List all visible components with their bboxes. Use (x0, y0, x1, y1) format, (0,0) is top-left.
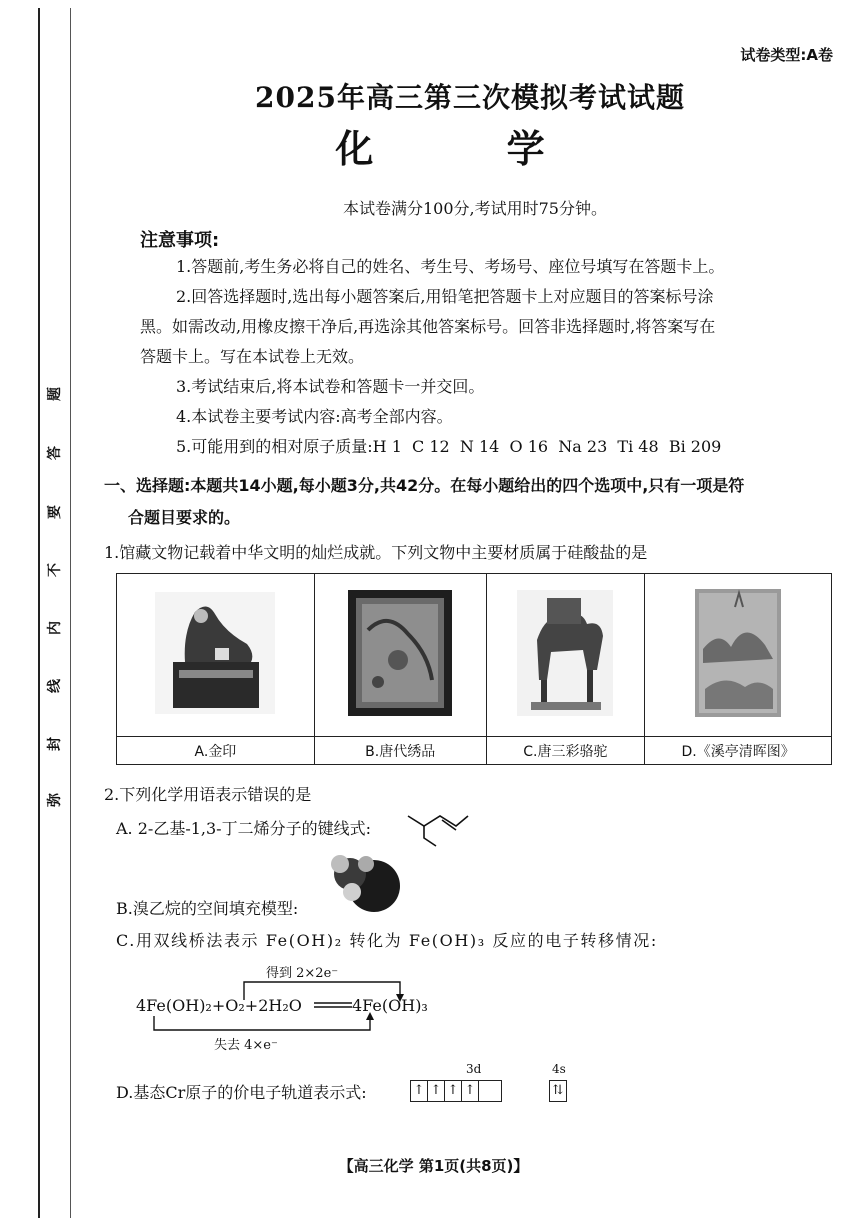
orbital-4s-label: 4s (552, 1062, 566, 1076)
skeletal-formula-diagram (404, 808, 470, 848)
artifact-image-d (645, 574, 832, 737)
orbital-box: ↑ (445, 1080, 462, 1102)
q2-option-c: C.用双线桥法表示 Fe(OH)₂ 转化为 Fe(OH)₃ 反应的电子转移情况: (116, 931, 658, 950)
embroidery-image (348, 590, 452, 716)
orbital-box: ↑ (410, 1080, 428, 1102)
page-footer: 【高三化学 第1页(共8页)】 (338, 1157, 529, 1175)
section-heading (104, 470, 824, 534)
notice-item: 答题卡上。写在本试卷上无效。 (140, 347, 365, 366)
notice-item: 2.回答选择题时,选出每小题答案后,用铅笔把答题卡上对应题目的答案标号涂 (176, 287, 714, 306)
notice-item: 黑。如需改动,用橡皮擦干净后,再选涂其他答案标号。回答非选择题时,将答案写在 (140, 317, 716, 336)
q2-stem: 2.下列化学用语表示错误的是 (104, 785, 312, 804)
gold-seal-image (155, 592, 275, 714)
q1-option-a: A.金印 (117, 737, 315, 765)
paper-type-label: 试卷类型:A卷 (740, 46, 833, 64)
notice-item: 1.答题前,考生务必将自己的姓名、考生号、考场号、座位号填写在答题卡上。 (176, 257, 725, 276)
orbital-4s-boxes (549, 1080, 567, 1102)
q2-option-b: B.溴乙烷的空间填充模型: (116, 899, 299, 918)
notice-item: 4.本试卷主要考试内容:高考全部内容。 (176, 407, 453, 426)
seal-char: 内 (47, 621, 63, 635)
seal-char: 不 (47, 563, 63, 577)
orbital-box: ↑ (428, 1080, 445, 1102)
artifact-image-a (117, 574, 315, 737)
q1-option-d: D.《溪亭清晖图》 (645, 737, 832, 765)
exam-title: 2025年高三第三次模拟考试试题 (255, 81, 685, 114)
painting-image (695, 589, 781, 717)
subject-title: 化 学 (335, 126, 605, 171)
seal-char: 弥 (47, 793, 63, 807)
orbital-3d-label: 3d (466, 1062, 482, 1076)
q1-artifact-table (116, 573, 832, 765)
binding-margin (0, 0, 72, 1226)
score-note: 本试卷满分100分,考试用时75分钟。 (343, 199, 607, 218)
equation-right: 4Fe(OH)₃ (352, 996, 428, 1015)
q1-option-b: B.唐代绣品 (314, 737, 486, 765)
binding-line-inner (70, 8, 71, 1218)
q2-option-a: A. 2-乙基-1,3-丁二烯分子的键线式: (116, 819, 371, 838)
q2-option-d: D.基态Cr原子的价电子轨道表示式: (116, 1083, 367, 1102)
notice-item: 3.考试结束后,将本试卷和答题卡一并交回。 (176, 377, 485, 396)
seal-char: 要 (47, 505, 63, 519)
section-line: 一、选择题:本题共14小题,每小题3分,共42分。在每小题给出的四个选项中,只有一项是符 (104, 476, 745, 495)
orbital-box: ↑ (462, 1080, 479, 1102)
q1-option-c: C.唐三彩骆驼 (486, 737, 645, 765)
artifact-image-b (314, 574, 486, 737)
seal-char: 线 (47, 679, 63, 693)
orbital-3d-boxes (410, 1080, 502, 1102)
q1-stem: 1.馆藏文物记载着中华文明的灿烂成就。下列文物中主要材质属于硅酸盐的是 (104, 543, 648, 562)
binding-line-outer (38, 8, 40, 1218)
equation-left: 4Fe(OH)₂+O₂+2H₂O (136, 996, 302, 1015)
electron-loss-label: 失去 4×e⁻ (214, 1038, 278, 1053)
orbital-box: ⇅ (549, 1080, 567, 1102)
seal-char: 封 (47, 737, 63, 751)
space-filling-model (322, 850, 406, 916)
tricolor-camel-image (517, 590, 613, 716)
section-line: 合题目要求的。 (128, 508, 241, 527)
artifact-image-c (486, 574, 645, 737)
seal-char: 答 (47, 446, 63, 460)
seal-char: 题 (47, 387, 63, 401)
orbital-box (479, 1080, 502, 1102)
electron-gain-label: 得到 2×2e⁻ (266, 966, 339, 981)
notice-item: 5.可能用到的相对原子质量:H 1 C 12 N 14 O 16 Na 23 Ti 48 Bi 209 (176, 437, 722, 456)
notice-heading: 注意事项: (140, 230, 220, 251)
